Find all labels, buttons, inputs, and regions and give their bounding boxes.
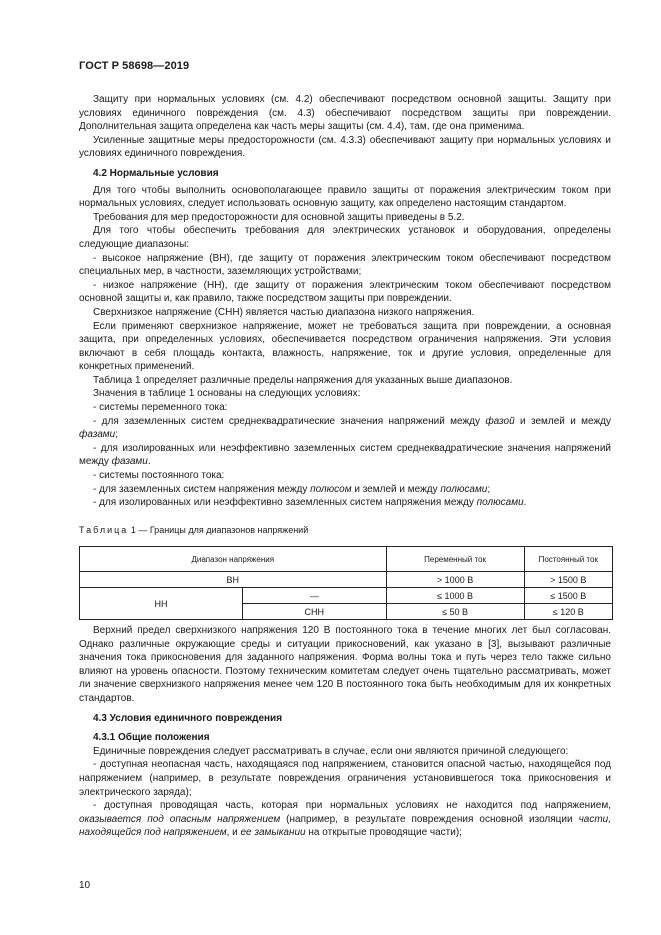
list-item: - для изолированных или неэффективно заземленных систем напряжения между полюсами. — [93, 497, 527, 509]
paragraph: Единичные повреждения следует рассматривать в случае, если они являются причиной следующего: — [93, 745, 569, 757]
table-caption: Таблица 1 — Границы для диапазонов напряжений — [79, 525, 309, 535]
cell-range: НН — [80, 588, 243, 620]
paragraph: Таблица 1 определяет различные пределы напряжения для указанных выше диапазонов. — [93, 374, 513, 386]
table-header-row — [80, 547, 613, 572]
lower-text — [79, 624, 611, 840]
paragraph: Усиленные защитные меры предосторожности (см. 4.3.3) обеспечивают защиту при нормальных условиях и условиях единичного повреждения. — [79, 134, 611, 160]
main-text — [79, 93, 611, 510]
paragraph: Защиту при нормальных условиях (см. 4.2) обеспечивают посредством основной защиты. Защиту при условиях единичного повреждения (см. 4.3) обеспечивают посредством защиты при повреждении. Дополнительная защита определена как часть меры защиты (см. 4.4), там, где она применима. — [79, 94, 611, 133]
cell-dc: ≤ 120 В — [524, 604, 612, 620]
column-header-range: Диапазон напряжения — [80, 547, 387, 572]
page-number: 10 — [79, 880, 91, 891]
list-item: - для изолированных или неэффективно заземленных систем среднеквадратические значения напряжений между фазами. — [79, 442, 611, 468]
list-item: - низкое напряжение (НН), где защиту от поражения электрическим током обеспечивают посредством основной защиты и, как правило, также посредством защиты при повреждении. — [79, 279, 611, 305]
paragraph: Для того чтобы выполнить основополагающее правило защиты от поражения электрическим током при нормальных условиях, следует использовать основную защиту, как определено настоящим стандартом. — [79, 184, 611, 210]
list-item: - для заземленных систем среднеквадратические значения напряжений между фазой и землей и между фазами; — [79, 415, 611, 441]
section-heading-4-3-1: 4.3.1 Общие положения — [93, 732, 210, 744]
cell-range: ВН — [80, 572, 387, 588]
list-item: - доступная неопасная часть, находящаяся под напряжением, становится опасной частью, находящейся под напряжением (например, в результате повреждения ограничения установившегося тока прикосновения и электрического заряда); — [79, 759, 611, 798]
document-header: ГОСТ Р 58698—2019 — [79, 60, 190, 72]
cell-ac: ≤ 50 В — [386, 604, 524, 620]
list-item: - системы постоянного тока: — [93, 470, 225, 482]
paragraph: Значения в таблице 1 основаны на следующих условиях: — [93, 388, 361, 400]
paragraph: Если применяют сверхнизкое напряжение, может не требоваться защита при повреждении, а основная защита, при определенных условиях, обеспечивается посредством ограничения напряжения. Эти условия включают в себя площадь контакта, влажность, напряжение, ток и другие условия, определенные для конкретных применений. — [79, 320, 611, 373]
section-heading-4-2: 4.2 Нормальные условия — [93, 167, 219, 179]
cell-subrange: — — [243, 588, 387, 604]
paragraph: Требования для мер предосторожности для основной защиты приведены в 5.2. — [93, 211, 465, 223]
cell-dc: > 1500 В — [524, 572, 612, 588]
list-item: - для заземленных систем напряжения между полюсом и землей и между полюсами; — [93, 483, 491, 495]
list-item: - высокое напряжение (ВН), где защиту от поражения электрическим током обеспечивают посредством специальных мер, в частности, заземляющих устройствами; — [79, 252, 611, 278]
paragraph: Сверхнизкое напряжение (СНН) является частью диапазона низкого напряжения. — [93, 306, 475, 318]
column-header-ac: Переменный ток — [386, 547, 524, 572]
list-item: - системы переменного тока: — [93, 402, 228, 414]
cell-ac: > 1000 В — [386, 572, 524, 588]
list-item: - доступная проводящая часть, которая при нормальных условиях не находится под напряжением, оказывается под опасным напряжением (например, в результате повреждения основной изоляции части, находящейся под напряжением, и ее замыкании на открытые проводящие части); — [79, 800, 611, 839]
cell-ac: ≤ 1000 В — [386, 588, 524, 604]
paragraph: Верхний предел сверхнизкого напряжения 120 В постоянного тока в течение многих лет был согласован. Однако различные окружающие среды и ситуации прикосновений, как указано в [3], вызывают различные значения тока прикосновения для заданного напряжения. Форма волны тока и путь через тело также сильно влияют на уровень опасности. Поэтому техническим комитетам следует очень тщательно рассматривать, может ли значение сверхнизкого напряжения менее чем 120 В постоянного тока быть необходимым для их конкретных стандартов. — [79, 625, 611, 704]
voltage-ranges-table — [79, 546, 613, 620]
cell-subrange: СНН — [243, 604, 387, 620]
table-row — [80, 588, 613, 604]
cell-dc: ≤ 1500 В — [524, 588, 612, 604]
section-heading-4-3: 4.3 Условия единичного повреждения — [93, 712, 283, 724]
column-header-dc: Постоянный ток — [524, 547, 612, 572]
table-row — [80, 572, 613, 588]
paragraph: Для того чтобы обеспечить требования для электрических установок и оборудования, определены следующие диапазоны: — [79, 225, 611, 250]
